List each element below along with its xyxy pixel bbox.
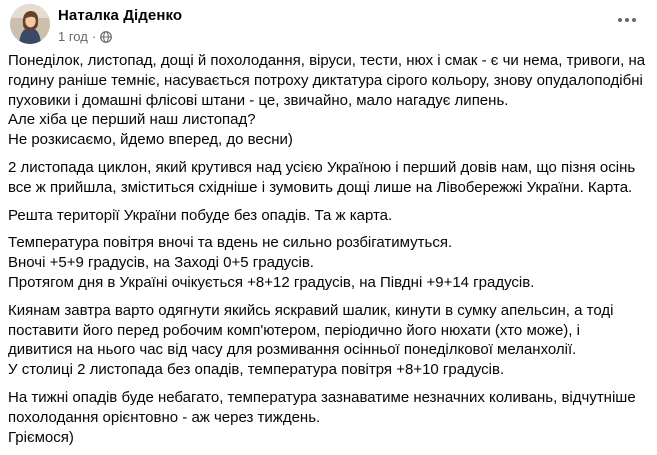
paragraph [8,51,648,150]
text-line: Але хіба це перший наш листопад? [8,111,256,129]
text-line: поставити його перед робочим комп'ютером, періодично його нюхати (хто може), і [8,321,580,339]
post-header [10,4,647,44]
more-horizontal-icon-dot [625,18,629,22]
paragraph [8,301,648,380]
post-time[interactable]: 1 год [58,29,88,44]
text-line: Понеділок, листопад, дощі й похолодання, віруси, тести, нюх і смак - є чи нема, тривоги, на [8,52,646,69]
paragraph [8,233,648,292]
post-text [8,51,648,455]
post-meta [58,29,112,44]
author-avatar[interactable] [10,4,50,44]
text-line: У столиці 2 листопада без опадів, температура повітря +8+10 градусів. [8,361,505,379]
more-options-button[interactable] [613,10,641,30]
text-line: все ж прийшла, зміститься східніше і зумовить дощі лише на Лівобережжі України. Карта. [8,178,633,196]
text-line: пуховики і домашні флісові штани - це, звичайно, мало нагадує липень. [8,91,509,109]
paragraph [8,388,648,447]
text-line: На тижні опадів буде небагато, температура зазнаватиме незначних коливань, відчутніше [8,388,636,406]
meta-separator: · [91,29,97,44]
text-line: 2 листопада циклон, який крутився над усією Україною і перший довів нам, що пізня осінь [8,158,636,176]
text-line: дивитися на нього час від часу для розмивання осінньої понеділкової меланхолії. [8,341,577,359]
author-name[interactable]: Наталка Діденко [58,7,183,24]
text-line: Температура повітря вночі та вдень не сильно розбігатимуться. [8,234,453,252]
text-line: годину раніше темніє, насувається потроху диктатура сірого кольору, знову опудалоподібні [8,71,643,89]
text-line: Вночі +5+9 градусів, на Заході 0+5 градусів. [8,254,314,272]
more-horizontal-icon-dot [618,18,622,22]
text-line: Киянам завтра варто одягнути якийсь яскравий шалик, кинути в сумку апельсин, а тоді [8,301,614,319]
text-line: Не розкисаємо, йдемо вперед, до весни) [8,131,293,149]
paragraph [8,206,648,226]
paragraph [8,158,648,198]
text-line: Решта території України побуде без опадів. Та ж карта. [8,206,393,224]
more-horizontal-icon-dot [632,18,636,22]
avatar-image [10,4,50,44]
text-line: Гріємося) [8,428,74,446]
text-line: похолодання орієнтовно - аж через тиждень. [8,408,321,426]
globe-icon[interactable] [100,31,112,43]
text-line: Протягом дня в Україні очікується +8+12 градусів, на Півдні +9+14 градусів. [8,273,535,291]
